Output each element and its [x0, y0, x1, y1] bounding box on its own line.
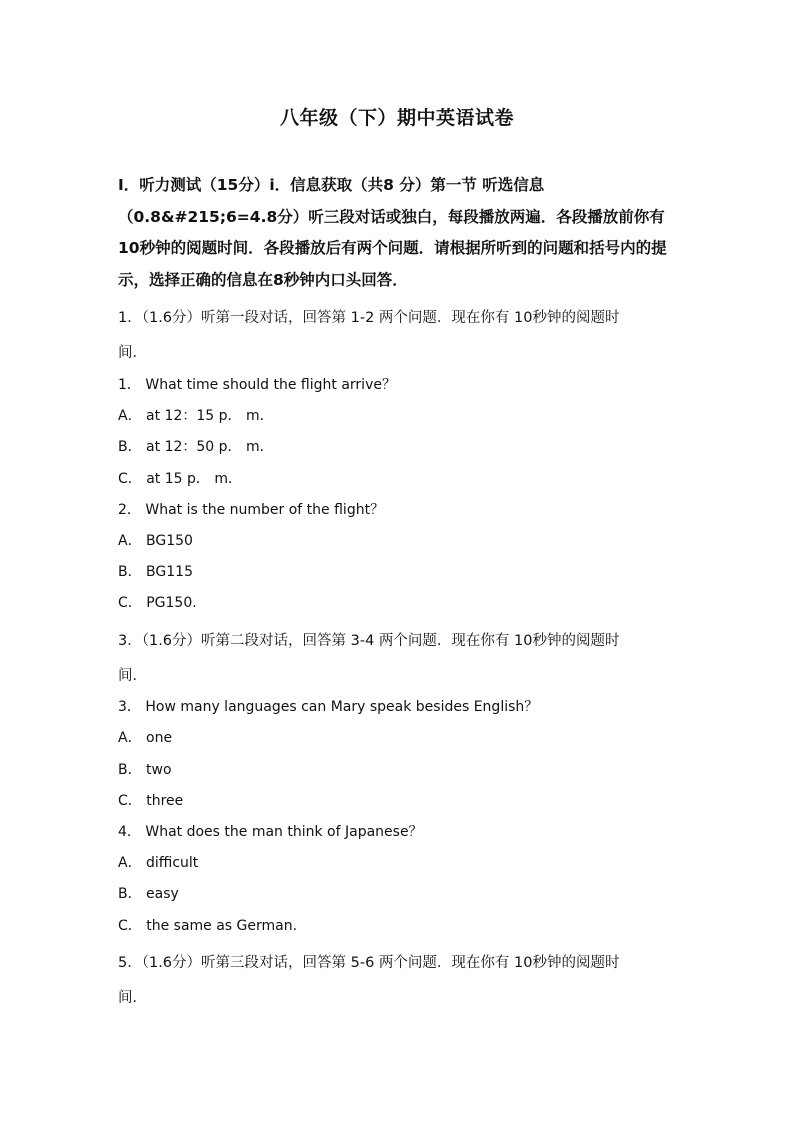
section-3-instruction: 5．（1.6分）听第三段对话，回答第 5-6 两个问题．现在你有 10秒钟的阅题时 [118, 955, 620, 971]
question-2-option-a: A． BG150 [118, 533, 193, 549]
question-3: 3． How many languages can Mary speak besides English？ [118, 699, 539, 715]
question-2-option-b: B． BG115 [118, 564, 193, 580]
question-4: 4． What does the man think of Japanese？ [118, 824, 423, 840]
section-1-instruction-cont: 间． [118, 345, 147, 361]
section-3-instruction-cont: 间． [118, 990, 147, 1006]
page-title: 八年级（下）期中英语试卷 [279, 107, 514, 129]
question-4-option-c: C． the same as German. [118, 918, 298, 934]
question-3-option-b: B． two [118, 762, 172, 778]
question-1-option-b: B． at 12：50 p． m． [118, 439, 274, 455]
question-2: 2． What is the number of the flight？ [118, 502, 385, 518]
question-1-option-c: C． at 15 p． m． [118, 471, 242, 487]
section-2-instruction: 3．（1.6分）听第二段对话，回答第 3-4 两个问题．现在你有 10秒钟的阅题时 [118, 633, 620, 649]
section-2-instruction-cont: 间． [118, 668, 147, 684]
question-3-option-a: A． one [118, 730, 173, 746]
question-1-option-a: A． at 12：15 p． m． [118, 408, 274, 424]
question-4-option-a: A． difficult [118, 855, 199, 871]
section-instructions: I．听力测试（15分）i．信息获取（共8 分）第一节 听选信息（0.8&#215;6=4.8分）听三段对话或独白，每段播放两遍．各段播放前你有10秒钟的阅题时间．各段播放后有两个问题．请根据所听到的问题和括号内的提示，选择正确的信息在8秒钟内口头回答． [118, 176, 667, 289]
question-3-option-c: C． three [118, 793, 184, 809]
question-1: 1． What time should the flight arrive？ [118, 377, 396, 393]
question-2-option-c: C． PG150. [118, 595, 197, 611]
section-1-instruction: 1．（1.6分）听第一段对话，回答第 1-2 两个问题．现在你有 10秒钟的阅题时 [118, 310, 620, 326]
question-4-option-b: B． easy [118, 886, 179, 902]
